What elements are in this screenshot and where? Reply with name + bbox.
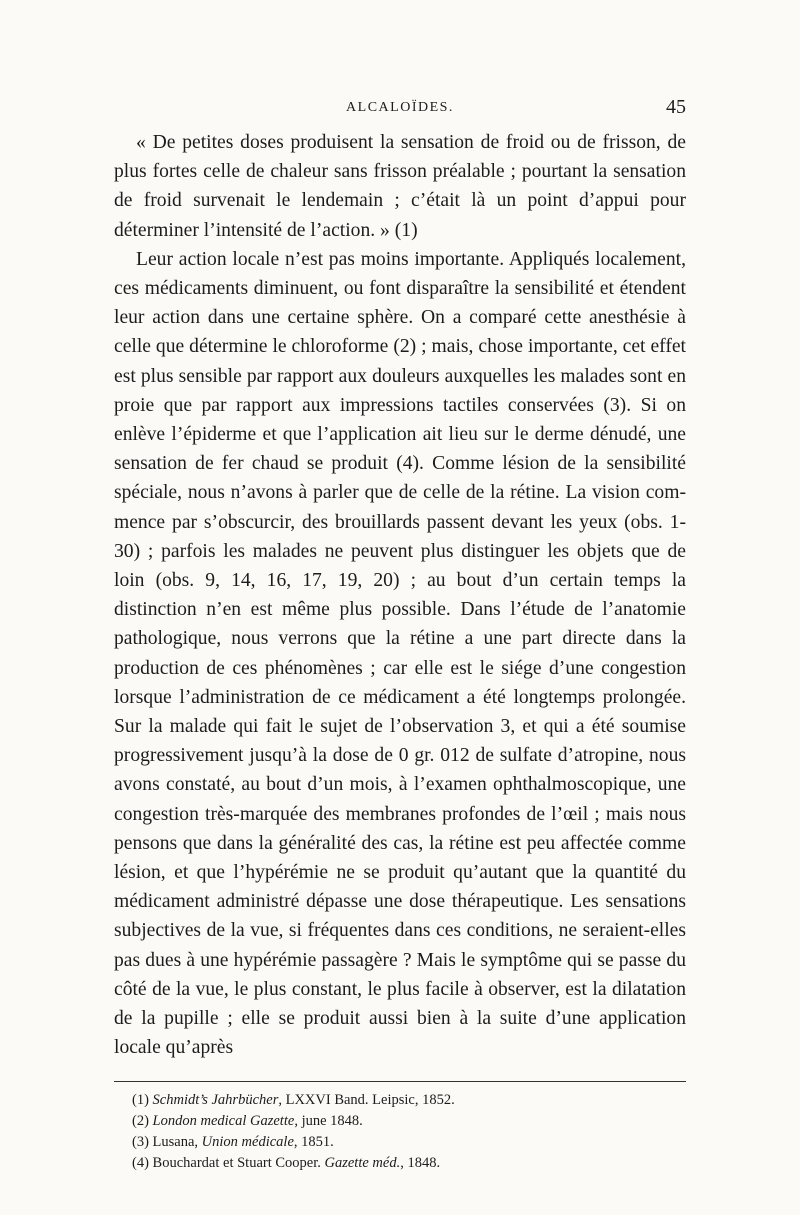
footnote-source: Union médicale xyxy=(201,1133,294,1150)
footnote-source: Gazette méd. xyxy=(324,1154,401,1171)
page-number: 45 xyxy=(666,96,686,118)
footnotes xyxy=(132,1090,686,1174)
footnote-source: Schmidt’s Jahrbücher xyxy=(152,1091,279,1108)
footnote-4 xyxy=(132,1153,686,1174)
footnote-3 xyxy=(132,1132,686,1153)
footnote-author: Bouchardat et Stuart Cooper. xyxy=(152,1154,325,1171)
running-title: ALCALOÏDES. xyxy=(346,100,454,115)
footnote-rest: , 1848. xyxy=(400,1154,441,1171)
running-head xyxy=(114,92,686,128)
footnote-rest: , LXXVI Band. Leipsic, 1852. xyxy=(278,1091,455,1108)
paragraph-local-action: Leur action locale n’est pas moins importante. Appliqués localement, ces médicaments diminuent, ou font disparaître la sensibilité et étendent leur action dans une certaine sphère. On a comparé cette anesthésie à celle que détermine le chloroforme (2) ; mais, chose importante, cet effet est plus sensible par rapport aux douleurs auxquelles les malades sont en proie que par rapport aux impressions tactiles conservées (3). Si on enlève l’épiderme et que l’application ait lieu sur le derme dénudé, une sensation de fer chaud se produit (4). Comme lésion de la sensibilité spéciale, nous n’avons à parler que de celle de la rétine. La vision commence par s’obscurcir, des brouillards passent devant les yeux (obs. 1-30) ; parfois les malades ne peuvent plus distinguer les objets que de loin (obs. 9, 14, 16, 17, 19, 20) ; au bout d’un certain temps la distinction n’en est même plus possible. Dans l’étude de l’anatomie pathologique, nous verrons que la rétine a une part directe dans la production de ces phénomènes ; car elle est le siége d’une congestion lorsque l’administration de ce médicament a été longtemps prolongée. Sur la malade qui fait le sujet de l’observation 3, et qui a été soumise progressivement jusqu’à la dose de 0 gr. 012 de sulfate d’atropine, nous avons constaté, au bout d’un mois, à l’examen ophthalmoscopique, une congestion très-marquée des membranes profondes de l’œil ; mais nous pensons que dans la généralité des cas, la rétine est peu affectée comme lésion, et que l’hypérémie ne se produit qu’autant que la quantité du médicament administré dépasse une dose thérapeutique. Les sensations subjectives de la vue, si fréquentes dans ces conditions, ne seraient-elles pas dues à une hypérémie passagère ? Mais le symptôme qui se passe du côté de la vue, le plus constant, le plus facile à observer, est la dilatation de la pupille ; elle se produit aussi bien à la suite d’une application locale qu’après xyxy=(114,248,686,1059)
footnote-marker: (1) xyxy=(132,1091,149,1108)
footnote-marker: (3) xyxy=(132,1133,149,1150)
body-text xyxy=(114,128,686,1063)
footnote-marker: (4) xyxy=(132,1154,149,1171)
book-page xyxy=(114,92,686,1174)
footnote-source: London medical Gazette xyxy=(152,1112,295,1129)
footnote-rule xyxy=(114,1081,686,1082)
footnote-author: Lusana, xyxy=(152,1133,202,1150)
paragraph-quote: « De petites doses produisent la sensation de froid ou de frisson, de plus fortes celle de chaleur sans frisson préalable ; pourtant la sensation de froid survenait le lendemain ; c’était là un point d’appui pour déterminer l’intensité de l’action. » (1) xyxy=(114,132,686,241)
footnote-1 xyxy=(132,1090,686,1111)
footnote-2 xyxy=(132,1111,686,1132)
footnote-rest: , june 1848. xyxy=(294,1112,363,1129)
footnote-rest: , 1851. xyxy=(293,1133,334,1150)
footnote-marker: (2) xyxy=(132,1112,149,1129)
